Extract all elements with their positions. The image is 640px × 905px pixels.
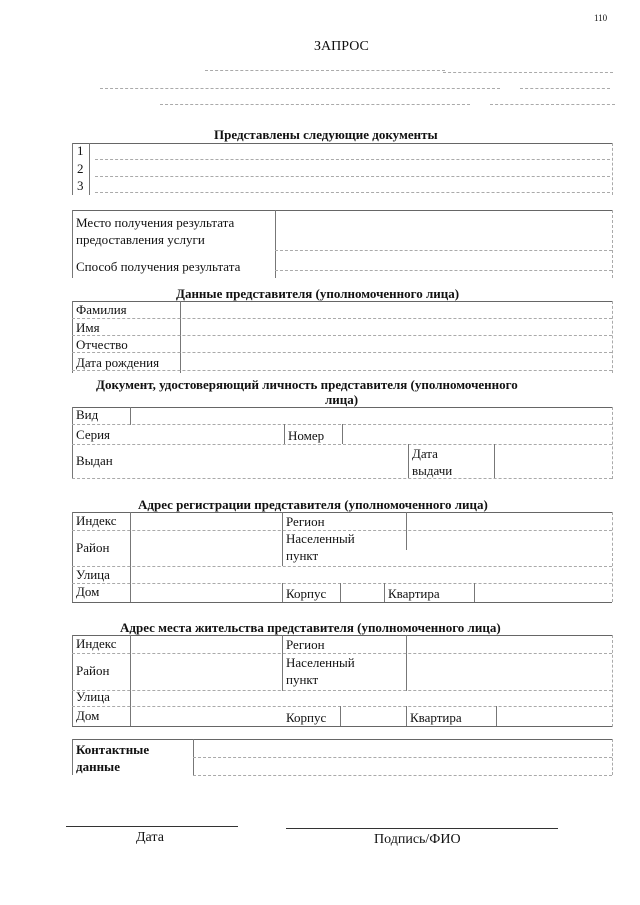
rule: [130, 635, 131, 727]
rule: [384, 583, 385, 602]
rule: [72, 602, 612, 603]
date-label: Дата: [136, 830, 164, 845]
res-locality-label-2: пункт: [286, 672, 319, 687]
rule: [612, 512, 613, 602]
rule: [95, 176, 610, 177]
res-house-label: Дом: [76, 708, 100, 723]
id-document-heading: Документ, удостоверяющий личность представителя (уполномоченного: [96, 377, 518, 392]
rule: [612, 143, 613, 195]
rule: [496, 706, 497, 726]
id-type-input[interactable]: [134, 408, 609, 422]
rule: [72, 301, 612, 302]
reg-region-input[interactable]: [410, 514, 608, 528]
signature-line[interactable]: [286, 828, 558, 829]
res-building-label: Корпус: [286, 710, 327, 725]
rule: [275, 210, 276, 278]
rule: [72, 210, 73, 278]
rule: [282, 635, 283, 691]
reg-apartment-label: Квартира: [388, 586, 440, 601]
rule: [72, 370, 612, 371]
page-title: ЗАПРОС: [314, 39, 369, 54]
reg-building-input[interactable]: [344, 585, 380, 599]
reg-index-label: Индекс: [76, 513, 117, 528]
documents-heading: Представлены следующие документы: [214, 127, 438, 142]
rule: [340, 583, 341, 602]
reg-locality-label-2: пункт: [286, 548, 319, 563]
id-series-label: Серия: [76, 427, 111, 442]
rule: [612, 407, 613, 479]
res-region-input[interactable]: [410, 637, 608, 651]
id-document-heading-2: лица): [325, 392, 359, 407]
rule: [282, 583, 283, 602]
page-number: 110: [594, 13, 608, 23]
surname-label: Фамилия: [76, 302, 127, 317]
id-issued-by-label: Выдан: [76, 453, 113, 468]
id-issue-date-input[interactable]: [498, 452, 608, 466]
id-number-input[interactable]: [347, 426, 609, 440]
contacts-label-2: данные: [76, 759, 120, 774]
res-index-input[interactable]: [134, 637, 279, 651]
rule: [612, 739, 613, 775]
res-district-input[interactable]: [134, 659, 279, 683]
rule: [72, 352, 612, 353]
rule: [342, 424, 343, 444]
res-apartment-input[interactable]: [500, 709, 608, 723]
rule: [72, 739, 73, 775]
res-locality-label: Населенный: [286, 655, 355, 670]
rule: [89, 143, 90, 195]
registration-address-heading: Адрес регистрации представителя (уполномоченного лица): [138, 497, 488, 512]
id-issue-date-label: Дата: [412, 446, 438, 461]
reg-district-label: Район: [76, 540, 110, 555]
rule: [72, 635, 73, 727]
rule: [72, 301, 73, 373]
rule: [72, 143, 612, 144]
rule: [72, 478, 612, 479]
rule: [275, 250, 612, 251]
name-input[interactable]: [184, 320, 609, 334]
reg-locality-input[interactable]: [410, 536, 608, 560]
scan-line: [490, 104, 615, 105]
res-index-label: Индекс: [76, 636, 117, 651]
document-row-number: 2: [77, 161, 84, 176]
rule: [72, 335, 612, 336]
rule: [72, 566, 612, 567]
id-issue-date-label-2: выдачи: [412, 463, 453, 478]
rule: [612, 635, 613, 727]
rule: [72, 706, 612, 707]
rule: [72, 444, 612, 445]
scan-line: [100, 88, 500, 89]
id-issued-by-input[interactable]: [134, 448, 404, 474]
rule: [72, 726, 612, 727]
res-building-input[interactable]: [344, 709, 402, 723]
residence-address-heading: Адрес места жительства представителя (уполномоченного лица): [120, 620, 501, 635]
result-place-input[interactable]: [280, 215, 610, 247]
document-row-number: 3: [77, 178, 84, 193]
rule: [612, 301, 613, 373]
rule: [612, 210, 613, 278]
rule: [72, 583, 612, 584]
rule: [494, 444, 495, 478]
rule: [130, 407, 131, 425]
document-1-input[interactable]: [95, 145, 610, 159]
scan-line: [205, 70, 445, 71]
res-region-label: Регион: [286, 637, 325, 652]
reg-apartment-input[interactable]: [478, 585, 608, 599]
reg-house-input[interactable]: [134, 585, 279, 599]
rule: [275, 270, 612, 271]
rule: [408, 444, 409, 478]
rule: [72, 210, 612, 211]
birth-date-input[interactable]: [184, 354, 609, 368]
rule: [474, 583, 475, 602]
rule: [72, 143, 73, 195]
birth-date-label: Дата рождения: [76, 355, 160, 370]
scan-line: [520, 88, 610, 89]
rule: [406, 706, 407, 726]
reg-district-input[interactable]: [134, 536, 279, 560]
scan-line: [160, 104, 470, 105]
res-apartment-label: Квартира: [410, 710, 462, 725]
result-method-label: Способ получения результата: [76, 259, 241, 274]
rule: [72, 512, 612, 513]
date-signature-line[interactable]: [66, 826, 238, 827]
contacts-label: Контактные: [76, 742, 150, 757]
result-place-label-2: предоставления услуги: [76, 232, 205, 247]
result-method-input[interactable]: [280, 256, 610, 270]
res-street-input[interactable]: [134, 691, 608, 705]
res-house-input[interactable]: [134, 709, 279, 723]
rule: [340, 706, 341, 726]
reg-house-label: Дом: [76, 584, 100, 599]
rule: [72, 739, 612, 740]
reg-locality-label: Населенный: [286, 531, 355, 546]
result-place-label: Место получения результата: [76, 215, 235, 230]
rule: [284, 424, 285, 444]
rule: [406, 512, 407, 550]
patronymic-input[interactable]: [184, 337, 609, 351]
id-number-label: Номер: [288, 428, 325, 443]
res-locality-input[interactable]: [410, 659, 608, 683]
id-series-input[interactable]: [134, 426, 279, 440]
reg-street-input[interactable]: [134, 568, 608, 582]
res-street-label: Улица: [76, 689, 110, 704]
rule: [282, 512, 283, 566]
rule: [180, 301, 181, 373]
rule: [193, 757, 612, 758]
rule: [72, 407, 73, 479]
id-type-label: Вид: [76, 407, 99, 422]
reg-index-input[interactable]: [134, 514, 279, 528]
representative-heading: Данные представителя (уполномоченного лица): [176, 286, 460, 301]
res-district-label: Район: [76, 663, 110, 678]
reg-region-label: Регион: [286, 514, 325, 529]
rule: [193, 775, 612, 776]
surname-input[interactable]: [184, 303, 609, 317]
rule: [72, 653, 612, 654]
rule: [72, 512, 73, 602]
reg-building-label: Корпус: [286, 586, 327, 601]
scan-line: [443, 72, 613, 73]
document-3-input[interactable]: [95, 178, 610, 192]
rule: [406, 635, 407, 691]
rule: [130, 512, 131, 602]
document-row-number: 1: [77, 143, 84, 158]
rule: [95, 159, 610, 160]
contacts-input[interactable]: [198, 742, 608, 770]
name-label: Имя: [76, 320, 100, 335]
rule: [72, 318, 612, 319]
reg-street-label: Улица: [76, 567, 110, 582]
document-2-input[interactable]: [95, 161, 610, 175]
rule: [95, 192, 610, 193]
patronymic-label: Отчество: [76, 337, 128, 352]
rule: [72, 635, 612, 636]
signature-label: Подпись/ФИО: [374, 832, 461, 847]
